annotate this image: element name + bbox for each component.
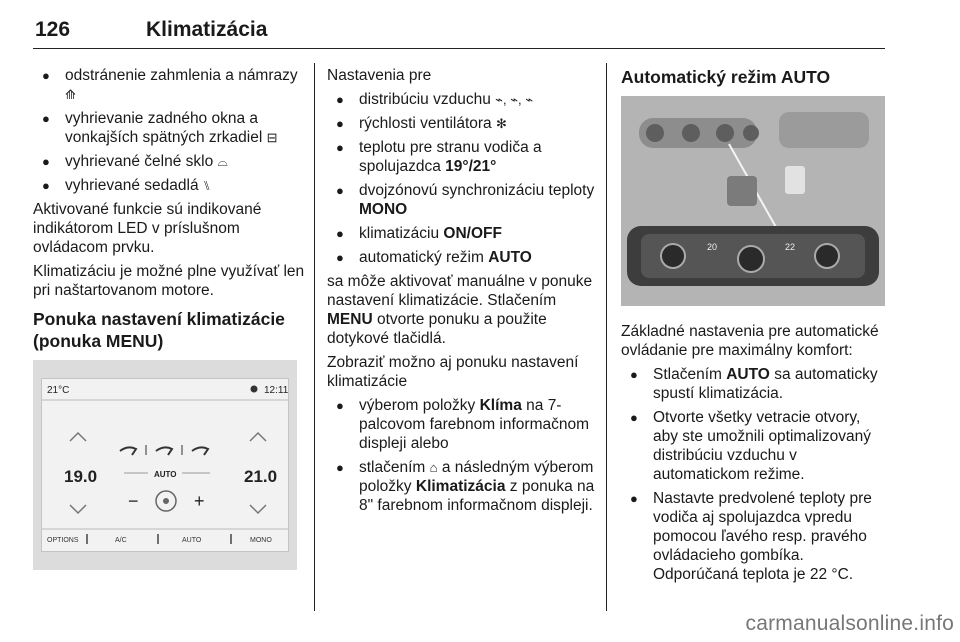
list-item: ● Nastavte predvolené teploty pre vodiča aj spolujazdca vpredu pomocou ľavého resp. pravého ovládacieho gombíka. Odporúčaná teplota je 22 °C. bbox=[621, 489, 889, 584]
air-distribution-icon bbox=[120, 445, 208, 455]
watermark: carmanualsonline.info bbox=[745, 612, 954, 635]
settings-list bbox=[327, 90, 597, 267]
seat-heat-icon: ⑊ bbox=[202, 178, 211, 193]
paragraph: Základné nastavenia pre automatické ovládanie pre maximálny komfort: bbox=[621, 323, 879, 359]
list-item: ● odstránenie zahmlenia a námrazy ⟰ bbox=[33, 66, 307, 104]
softkey-mono: MONO bbox=[250, 537, 272, 544]
settings-gear-icon bbox=[251, 386, 258, 393]
menu-access-list bbox=[327, 396, 597, 515]
rear-window-heat-icon: ⊟ bbox=[266, 130, 278, 145]
left-temp: 19.0 bbox=[64, 467, 98, 486]
auto-mode-label: AUTO bbox=[154, 470, 177, 479]
photo-left-temp: 20 bbox=[707, 242, 718, 252]
section-heading: Automatický režim AUTO bbox=[621, 67, 831, 87]
column-middle bbox=[327, 66, 597, 520]
climate-panel-photo bbox=[621, 96, 885, 306]
fan-plus-icon: + bbox=[194, 491, 205, 511]
left-temp-down-icon bbox=[70, 505, 86, 513]
list-item: ● distribúciu vzduchu ⌁, ⌁, ⌁ bbox=[327, 90, 597, 109]
paragraph: sa môže aktivovať manuálne v ponuke nastavení klimatizácie. Stlačením MENU otvorte ponuku a použite dotykové tlačidlá. bbox=[327, 273, 593, 347]
list-item: ● vyhrievanie zadného okna a vonkajších spätných zrkadiel ⊟ bbox=[33, 109, 307, 147]
auto-mode-list bbox=[621, 365, 889, 584]
section-subheading: Ponuka nastavení klimatizácie (ponuka MENU) bbox=[33, 309, 285, 351]
windscreen-heat-icon: ⌓ bbox=[217, 154, 228, 169]
paragraph: Nastavenia pre bbox=[327, 67, 432, 84]
display-frame bbox=[41, 378, 289, 552]
list-item: ● teplotu pre stranu vodiča a spolujazdca 19°/21° bbox=[327, 138, 597, 176]
fan-minus-icon: − bbox=[128, 491, 139, 511]
outside-temp: 21°C bbox=[47, 385, 70, 396]
list-item: ● Stlačením AUTO sa automaticky spustí klimatizácia. bbox=[621, 365, 889, 403]
right-temp-down-icon bbox=[250, 505, 266, 513]
column-divider bbox=[606, 63, 607, 611]
list-item: ● rýchlosti ventilátora ✻ bbox=[327, 114, 597, 133]
page-header bbox=[33, 16, 885, 49]
climate-menu-screenshot bbox=[33, 360, 297, 570]
list-item: ● klimatizáciu ON/OFF bbox=[327, 224, 597, 243]
column-divider bbox=[314, 63, 315, 611]
right-temp: 21.0 bbox=[244, 467, 278, 486]
softkey-options: OPTIONS bbox=[47, 537, 79, 544]
paragraph: Zobraziť možno aj ponuku nastavení klimatizácie bbox=[327, 354, 579, 390]
photo-right-temp: 22 bbox=[785, 242, 796, 252]
column-left bbox=[33, 66, 307, 570]
softkey-ac: A/C bbox=[115, 537, 127, 544]
function-list bbox=[33, 66, 307, 195]
clock: 12:11 bbox=[264, 385, 288, 396]
list-item: ● automatický režim AUTO bbox=[327, 248, 597, 267]
page-number: 126 bbox=[35, 18, 71, 41]
home-icon: ⌂ bbox=[429, 460, 438, 475]
column-right bbox=[621, 66, 889, 589]
list-item: ● dvojzónovú synchronizáciu teploty MONO bbox=[327, 181, 597, 219]
paragraph: Klimatizáciu je možné plne využívať len pri naštartovanom motore. bbox=[33, 263, 305, 299]
climate-display bbox=[42, 379, 288, 551]
list-item: ● Otvorte všetky vetracie otvory, aby ste umožnili optimalizovaný distribúciu vzduchu v automatickom režime. bbox=[621, 408, 889, 484]
softkey-auto: AUTO bbox=[182, 537, 202, 544]
list-item: ● stlačením ⌂ a následným výberom položky Klimatizácia z ponuka na 8" farebnom informačnom displeji. bbox=[327, 458, 597, 515]
defrost-icon: ⟰ bbox=[65, 87, 76, 102]
air-distribution-icon: ⌁, ⌁, ⌁ bbox=[495, 92, 534, 107]
paragraph: Aktivované funkcie sú indikované indikátorom LED v príslušnom ovládacom prvku. bbox=[33, 201, 262, 256]
page-title: Klimatizácia bbox=[146, 18, 268, 41]
right-temp-up-icon bbox=[250, 433, 266, 441]
climate-panel-illustration bbox=[621, 96, 885, 306]
list-item: ● vyhrievané sedadlá ⑊ bbox=[33, 176, 307, 195]
left-temp-up-icon bbox=[70, 433, 86, 441]
list-item: ● vyhrievané čelné sklo ⌓ bbox=[33, 152, 307, 171]
fan-icon bbox=[156, 491, 176, 511]
fan-speed-icon: ✻ bbox=[495, 116, 507, 131]
list-item: ● výberom položky Klíma na 7-palcovom farebnom informačnom displeji alebo bbox=[327, 396, 597, 453]
